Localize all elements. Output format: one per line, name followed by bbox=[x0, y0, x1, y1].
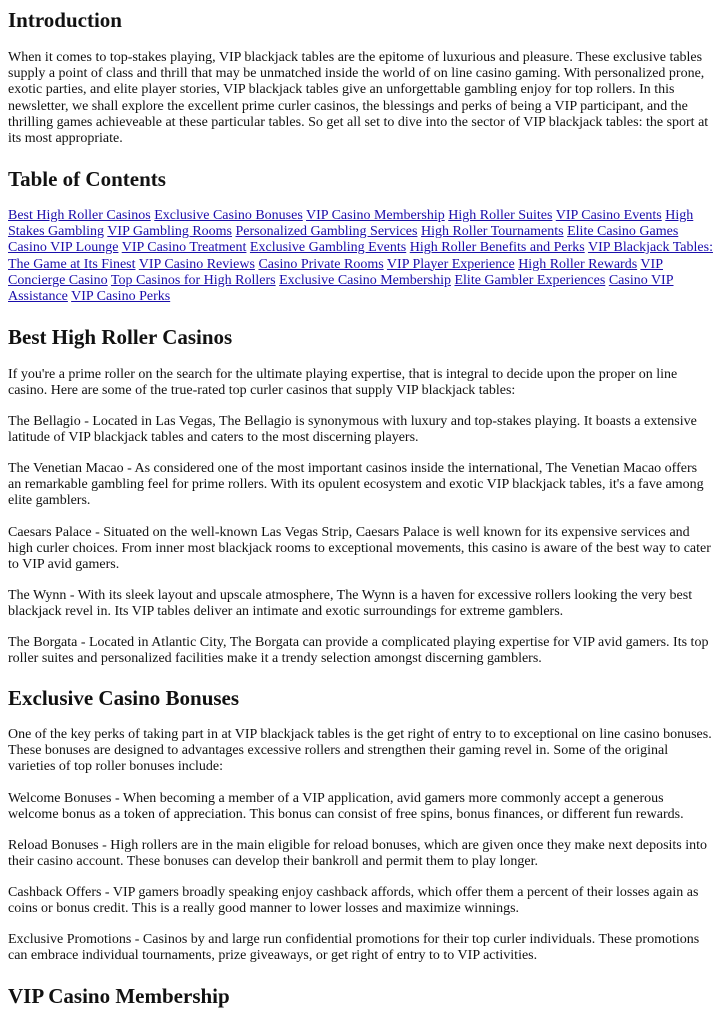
exclusive-promotions-paragraph: Exclusive Promotions - Casinos by and large run confidential promotions for their top curler individuals. These promotions can embrace individual tournaments, prize giveaways, or get right of entry to to VIP activities. bbox=[8, 932, 700, 964]
toc-link[interactable]: VIP Casino Reviews bbox=[138, 256, 255, 272]
best-intro-paragraph: If you're a prime roller on the search for the ultimate playing expertise, that is integral to decide upon the proper on line casino. Here are some of the true-rated top curler casinos that supply VIP blackjack tables: bbox=[8, 367, 678, 399]
section-heading-best-high-roller-casinos: Best High Roller Casinos bbox=[8, 325, 233, 349]
toc-link[interactable]: Casino Private Rooms bbox=[258, 256, 384, 272]
toc-link[interactable]: VIP Blackjack Tables: The Game at Its Finest bbox=[8, 240, 713, 272]
casino-wynn-paragraph: The Wynn - With its sleek layout and upscale atmosphere, The Wynn is a haven for excessive rollers looking the very best blackjack revel in. Its VIP tables deliver an intimate and exotic surroundings for extreme gamblers. bbox=[8, 588, 693, 620]
toc-link[interactable]: Top Casinos for High Rollers bbox=[110, 272, 276, 288]
toc-link[interactable]: Elite Gambler Experiences bbox=[454, 272, 606, 288]
toc-link[interactable]: High Roller Rewards bbox=[518, 256, 638, 272]
section-heading-table-of-contents: Table of Contents bbox=[8, 167, 166, 191]
toc-link[interactable]: Personalized Gambling Services bbox=[235, 224, 418, 240]
toc-link[interactable]: VIP Gambling Rooms bbox=[107, 224, 233, 240]
casino-caesars-paragraph: Caesars Palace - Situated on the well-known Las Vegas Strip, Caesars Palace is well known for its expensive services and high curler choices. From inner most blackjack rooms to exceptional movements, this casino is aware of the best way to cater to VIP avid gamers. bbox=[8, 525, 711, 573]
section-heading-vip-casino-membership: VIP Casino Membership bbox=[8, 984, 230, 1008]
toc-link[interactable]: Best High Roller Casinos bbox=[8, 208, 151, 223]
toc-link[interactable]: VIP Casino Events bbox=[555, 208, 662, 223]
toc-link[interactable]: VIP Player Experience bbox=[386, 256, 515, 272]
toc-link[interactable]: High Roller Benefits and Perks bbox=[409, 240, 585, 256]
casino-bellagio-paragraph: The Bellagio - Located in Las Vegas, The Bellagio is synonymous with luxury and top-stakes playing. It boasts a extensive latitude of VIP blackjack tables and caters to the most discerning players. bbox=[8, 414, 697, 446]
toc-link[interactable]: High Roller Suites bbox=[448, 208, 553, 223]
toc-link[interactable]: Casino VIP Lounge bbox=[8, 240, 119, 256]
toc-link[interactable]: High Stakes Gambling bbox=[8, 208, 694, 240]
casino-borgata-paragraph: The Borgata - Located in Atlantic City, The Borgata can provide a complicated playing expertise for VIP avid gamers. Its top roller suites and personalized facilities make it a trendy selection amongst discerning gamblers. bbox=[8, 635, 709, 667]
bonuses-intro-paragraph: One of the key perks of taking part in at VIP blackjack tables is the get right of entry to to exceptional on line casino bonuses. These bonuses are designed to advantages excessive rollers and strengthen their gaming revel in. Some of the original varieties of top roller bonuses include: bbox=[8, 727, 712, 775]
toc-link[interactable]: Exclusive Casino Bonuses bbox=[154, 208, 303, 223]
table-of-contents bbox=[8, 208, 713, 305]
section-heading-exclusive-casino-bonuses: Exclusive Casino Bonuses bbox=[8, 686, 240, 710]
section-heading-introduction: Introduction bbox=[8, 8, 122, 32]
toc-link[interactable]: Exclusive Gambling Events bbox=[249, 240, 407, 256]
casino-venetian-paragraph: The Venetian Macao - As considered one of the most important casinos inside the international, The Venetian Macao offers an remarkable gambling feel for prime rollers. With its opulent ecosystem and exotic VIP blackjack tables, it's a fave among elite gamblers. bbox=[8, 461, 704, 509]
cashback-offers-paragraph: Cashback Offers - VIP gamers broadly speaking enjoy cashback affords, which offer them a percent of their losses again as coins or bonus credit. This is a really good manner to lower losses and maximize winnings. bbox=[8, 885, 699, 917]
reload-bonuses-paragraph: Reload Bonuses - High rollers are in the main eligible for reload bonuses, which are given once they make next deposits into their casino account. These bonuses can develop their bankroll and permit them to play longer. bbox=[8, 838, 708, 870]
toc-link[interactable]: VIP Concierge Casino bbox=[8, 256, 663, 288]
toc-link[interactable]: Casino VIP Assistance bbox=[8, 272, 674, 305]
toc-link[interactable]: Elite Casino Games bbox=[567, 224, 679, 240]
toc-link[interactable]: VIP Casino Perks bbox=[71, 289, 171, 305]
toc-link[interactable]: VIP Casino Treatment bbox=[121, 240, 247, 256]
toc-link[interactable]: High Roller Tournaments bbox=[420, 224, 564, 240]
intro-paragraph: When it comes to top-stakes playing, VIP blackjack tables are the epitome of luxurious and pleasure. These exclusive tables supply a point of class and thrill that may be unmatched inside the world of on line casino gaming. With personalized prone, exotic parties, and elite player stories, VIP blackjack tables give an unforgettable gambling enjoy for top rollers. In this newsletter, we shall explore the excellent prime curler casinos, the blessings and perks of being a VIP participant, and the thrilling games achieveable at these particular tables. So get all set to dive into the sector of VIP blackjack tables: the sport at its most appropriate. bbox=[8, 50, 709, 147]
toc-link[interactable]: VIP Casino Membership bbox=[306, 208, 445, 223]
welcome-bonuses-paragraph: Welcome Bonuses - When becoming a member of a VIP application, avid gamers more commonly accept a generous welcome bonus as a token of appreciation. This bonus can consist of free spins, bonus finances, or different fun rewards. bbox=[8, 791, 684, 823]
toc-link[interactable]: Exclusive Casino Membership bbox=[279, 272, 451, 288]
